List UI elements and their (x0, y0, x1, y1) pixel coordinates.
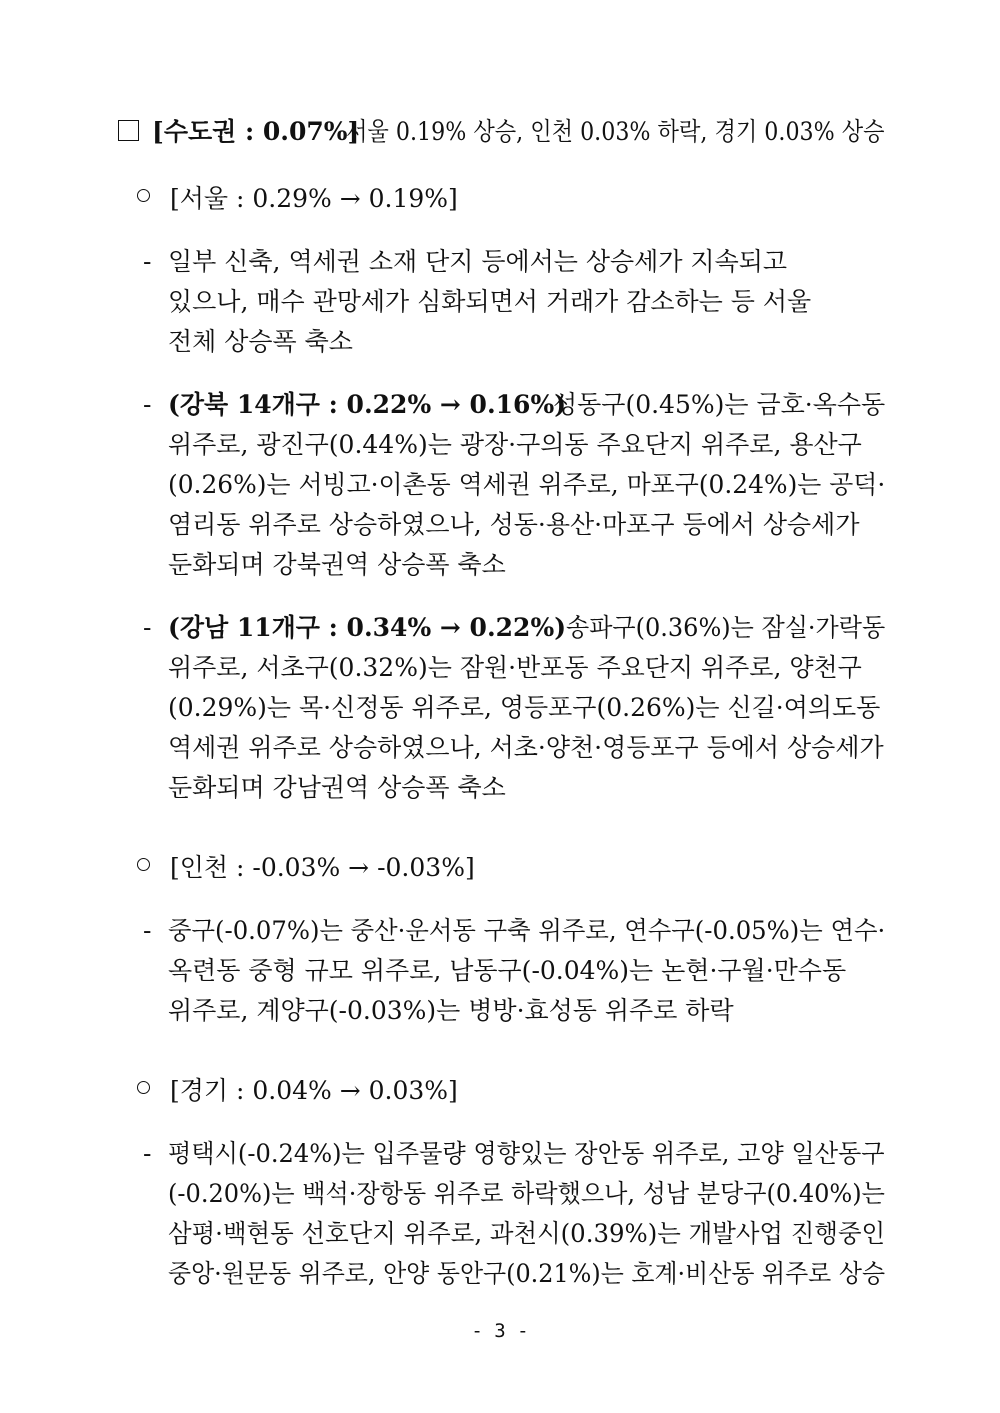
gangnam-line (0, 731, 1000, 765)
section-heading (0, 115, 1000, 149)
gangnam-line (0, 691, 1000, 725)
circle-bullet-icon (137, 858, 150, 871)
text-line: 있으나, 매수 관망세가 심화되면서 거래가 감소하는 등 서울 (168, 287, 812, 316)
dash-bullet: - (143, 390, 152, 419)
dash-bullet: - (143, 247, 152, 276)
incheon-subheading (0, 851, 1000, 885)
dash-bullet: - (143, 916, 152, 945)
incheon-line (0, 954, 1000, 988)
seoul-overview-line (0, 285, 1000, 319)
text-line: (-0.20%)는 백석·장항동 위주로 하락했으나, 성남 분당구(0.40%)는 (168, 1179, 885, 1208)
text-line: 둔화되며 강남권역 상승폭 축소 (168, 773, 506, 802)
text-line: 옥련동 중형 규모 위주로, 남동구(-0.04%)는 논현·구월·만수동 (168, 956, 847, 985)
text-line: 중앙·원문동 위주로, 안양 동안구(0.21%)는 호계·비산동 위주로 상승 (168, 1259, 886, 1288)
text-line: 평택시(-0.24%)는 입주물량 영향있는 장안동 위주로, 고양 일산동구 (168, 1139, 885, 1168)
gangbuk-line (0, 388, 1000, 422)
dash-bullet: - (143, 1139, 152, 1168)
heading-title: [수도권 : 0.07%] (152, 117, 360, 146)
incheon-line (0, 914, 1000, 948)
seoul-overview-line (0, 325, 1000, 359)
circle-bullet-icon (137, 1081, 150, 1094)
text-line: 성동구(0.45%)는 금호·옥수동 (553, 390, 886, 419)
dash-bullet: - (143, 613, 152, 642)
checkbox-square-icon (118, 120, 139, 141)
gangbuk-line (0, 548, 1000, 582)
gyeonggi-subheading (0, 1074, 1000, 1108)
seoul-subheading (0, 182, 1000, 216)
text-line: 둔화되며 강북권역 상승폭 축소 (168, 550, 506, 579)
text-line: 역세권 위주로 상승하였으나, 서초·양천·영등포구 등에서 상승세가 (168, 733, 884, 762)
heading-summary: 서울 0.19% 상승, 인천 0.03% 하락, 경기 0.03% 상승 (346, 117, 885, 146)
gyeonggi-line (0, 1217, 1000, 1251)
text-line: 위주로, 광진구(0.44%)는 광장·구의동 주요단지 위주로, 용산구 (168, 430, 862, 459)
text-line: 위주로, 계양구(-0.03%)는 병방·효성동 위주로 하락 (168, 996, 734, 1025)
seoul-overview-line (0, 245, 1000, 279)
text-line: 중구(-0.07%)는 중산·운서동 구축 위주로, 연수구(-0.05%)는 연수· (168, 916, 886, 945)
text-line: 전체 상승폭 축소 (168, 327, 353, 356)
gyeonggi-title: [경기 : 0.04% → 0.03%] (170, 1076, 458, 1105)
incheon-title: [인천 : -0.03% → -0.03%] (170, 853, 475, 882)
text-line: (0.29%)는 목·신정동 위주로, 영등포구(0.26%)는 신길·여의도동 (168, 693, 881, 722)
text-line: 송파구(0.36%)는 잠실·가락동 (566, 613, 886, 642)
gyeonggi-line (0, 1257, 1000, 1291)
text-line: 일부 신축, 역세권 소재 단지 등에서는 상승세가 지속되고 (168, 247, 788, 276)
incheon-line (0, 994, 1000, 1028)
gangbuk-line (0, 508, 1000, 542)
text-line: (0.26%)는 서빙고·이촌동 역세권 위주로, 마포구(0.24%)는 공덕· (168, 470, 886, 499)
text-line: 삼평·백현동 선호단지 위주로, 과천시(0.39%)는 개발사업 진행중인 (168, 1219, 886, 1248)
gangbuk-label: (강북 14개구 : 0.22% → 0.16%) (168, 390, 567, 419)
seoul-title: [서울 : 0.29% → 0.19%] (170, 184, 458, 213)
gangnam-line (0, 771, 1000, 805)
gangnam-label: (강남 11개구 : 0.34% → 0.22%) (168, 613, 567, 642)
gangbuk-line (0, 468, 1000, 502)
text-line: 염리동 위주로 상승하였으나, 성동·용산·마포구 등에서 상승세가 (168, 510, 860, 539)
gyeonggi-line (0, 1137, 1000, 1171)
page-number: - 3 - (471, 1320, 529, 1342)
text-line: 위주로, 서초구(0.32%)는 잠원·반포동 주요단지 위주로, 양천구 (168, 653, 862, 682)
gyeonggi-line (0, 1177, 1000, 1211)
gangnam-line (0, 611, 1000, 645)
gangnam-line (0, 651, 1000, 685)
circle-bullet-icon (137, 189, 150, 202)
gangbuk-line (0, 428, 1000, 462)
